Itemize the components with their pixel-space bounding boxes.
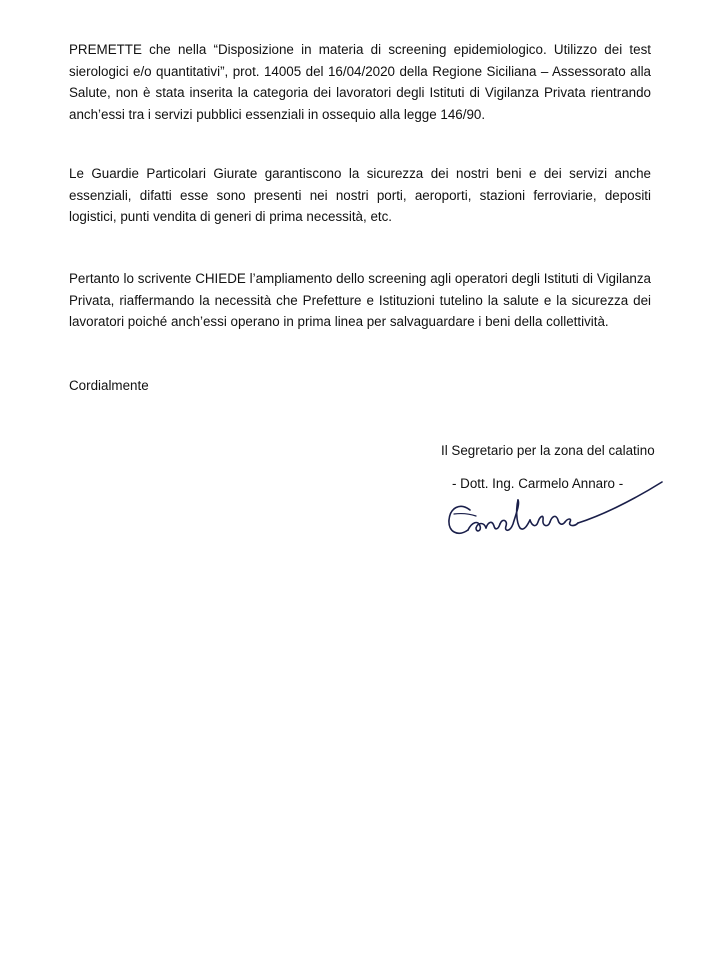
paragraph-pertanto: Pertanto lo scrivente CHIEDE l’ampliamento dello screening agli operatori degli Istituti di Vigilanza Privata, riaffermando la necessità che Prefetture e Istituzioni tutelino la salute e la sicurezza dei lavoratori poiché anch’essi operano in prima linea per salvaguardare i beni della collettività. [69, 271, 651, 329]
handwritten-signature [440, 474, 670, 546]
closing-salutation: Cordialmente [69, 378, 149, 393]
paragraph-premette: PREMETTE che nella “Disposizione in materia di screening epidemiologico. Utilizzo dei test sierologici e/o quantitativi”, prot. 14005 del 16/04/2020 della Regione Siciliana – Assessorato alla Salute, non è stata inserita la categoria dei lavoratori degli Istituti di Vigilanza Privata rientrando anch’essi tra i servizi pubblici essenziali in ossequio alla legge 146/90. [69, 42, 651, 122]
signatory-name: - Dott. Ing. Carmelo Annaro - [452, 476, 624, 491]
signatory-title: Il Segretario per la zona del calatino [441, 443, 655, 458]
paragraph-guardie: Le Guardie Particolari Giurate garantiscono la sicurezza dei nostri beni e dei servizi anche essenziali, difatti esse sono presenti nei nostri porti, aeroporti, stazioni ferroviarie, depositi logistici, punti vendita di generi di prima necessità, etc. [69, 166, 651, 224]
